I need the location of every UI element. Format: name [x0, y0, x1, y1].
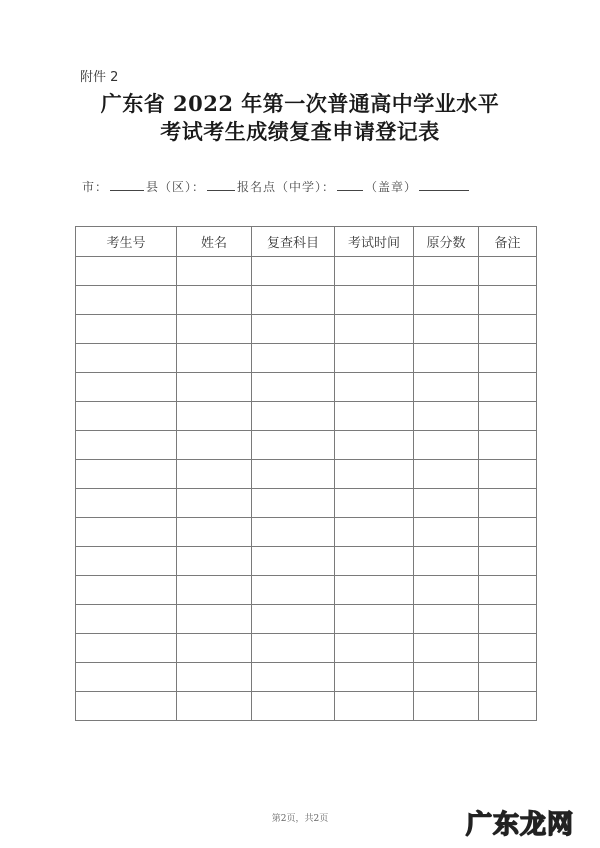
table-body: [76, 257, 537, 721]
county-label: 县（区）：: [146, 180, 206, 194]
table-cell[interactable]: [76, 605, 177, 634]
table-row: [76, 431, 537, 460]
table-cell[interactable]: [414, 344, 479, 373]
table-cell[interactable]: [177, 663, 252, 692]
table-cell[interactable]: [335, 460, 414, 489]
table-cell[interactable]: [177, 692, 252, 721]
table-cell[interactable]: [76, 663, 177, 692]
table-cell[interactable]: [252, 692, 335, 721]
table-cell[interactable]: [177, 489, 252, 518]
table-cell[interactable]: [177, 315, 252, 344]
table-row: [76, 257, 537, 286]
table-cell[interactable]: [335, 692, 414, 721]
table-cell[interactable]: [335, 518, 414, 547]
table-cell[interactable]: [252, 431, 335, 460]
table-cell[interactable]: [414, 663, 479, 692]
table-cell[interactable]: [414, 518, 479, 547]
table-cell[interactable]: [252, 373, 335, 402]
table-cell[interactable]: [479, 692, 537, 721]
registration-table: [75, 226, 537, 721]
table-cell[interactable]: [335, 286, 414, 315]
city-label: 市：: [82, 180, 109, 194]
table-cell[interactable]: [414, 286, 479, 315]
table-cell[interactable]: [335, 489, 414, 518]
table-row: [76, 663, 537, 692]
table-row: [76, 489, 537, 518]
table-cell[interactable]: [414, 576, 479, 605]
table-cell[interactable]: [252, 460, 335, 489]
table-cell[interactable]: [479, 257, 537, 286]
table-cell[interactable]: [414, 692, 479, 721]
seal-label: （盖章）: [365, 180, 418, 194]
table-cell[interactable]: [177, 460, 252, 489]
table-cell[interactable]: [479, 663, 537, 692]
table-cell[interactable]: [252, 402, 335, 431]
table-cell[interactable]: [414, 315, 479, 344]
table-cell[interactable]: [335, 634, 414, 663]
table-row: [76, 518, 537, 547]
document-title-line2: 考试考生成绩复查申请登记表: [160, 119, 440, 144]
table-cell[interactable]: [177, 576, 252, 605]
document-title-line1: 广东省 2022 年第一次普通高中学业水平: [100, 91, 500, 116]
table-row: [76, 692, 537, 721]
table-cell[interactable]: [335, 344, 414, 373]
table-cell[interactable]: [76, 489, 177, 518]
table-cell[interactable]: [76, 402, 177, 431]
registration-label: 报名点（中学）：: [237, 180, 336, 194]
table-row: [76, 605, 537, 634]
table-cell[interactable]: [252, 286, 335, 315]
table-cell[interactable]: [479, 344, 537, 373]
table-cell[interactable]: [252, 489, 335, 518]
table-cell[interactable]: [335, 373, 414, 402]
table-cell[interactable]: [479, 634, 537, 663]
table-cell[interactable]: [76, 518, 177, 547]
table-cell[interactable]: [479, 576, 537, 605]
table-cell[interactable]: [76, 431, 177, 460]
table-cell[interactable]: [479, 402, 537, 431]
county-blank[interactable]: [207, 178, 235, 191]
table-cell[interactable]: [335, 402, 414, 431]
table-cell[interactable]: [76, 373, 177, 402]
table-row: [76, 286, 537, 315]
table-cell[interactable]: [414, 634, 479, 663]
table-cell[interactable]: [414, 431, 479, 460]
watermark-logo: 广东龙网: [466, 810, 575, 840]
table-cell[interactable]: [76, 344, 177, 373]
table-row: [76, 634, 537, 663]
table-cell[interactable]: [414, 402, 479, 431]
column-header: 备注: [479, 227, 537, 257]
seal-blank[interactable]: [419, 178, 469, 191]
column-header: 复查科目: [252, 227, 335, 257]
table-cell[interactable]: [252, 605, 335, 634]
table-cell[interactable]: [335, 315, 414, 344]
form-header-fields: [82, 178, 471, 195]
column-header: 原分数: [414, 227, 479, 257]
table-cell[interactable]: [177, 605, 252, 634]
attachment-label: 附件 2: [80, 70, 119, 85]
table-row: [76, 402, 537, 431]
registration-blank[interactable]: [337, 178, 363, 191]
table-cell[interactable]: [177, 402, 252, 431]
table-header-row: [76, 227, 537, 257]
table-cell[interactable]: [479, 315, 537, 344]
table-cell[interactable]: [335, 431, 414, 460]
table-cell[interactable]: [479, 605, 537, 634]
table-cell[interactable]: [252, 344, 335, 373]
city-blank[interactable]: [110, 178, 144, 191]
table-cell[interactable]: [335, 257, 414, 286]
table-cell[interactable]: [177, 547, 252, 576]
column-header: 姓名: [177, 227, 252, 257]
table-cell[interactable]: [252, 576, 335, 605]
table-cell[interactable]: [335, 547, 414, 576]
table-cell[interactable]: [414, 257, 479, 286]
table-row: [76, 373, 537, 402]
table-cell[interactable]: [252, 257, 335, 286]
table-cell[interactable]: [335, 576, 414, 605]
table-cell[interactable]: [252, 518, 335, 547]
table-cell[interactable]: [479, 373, 537, 402]
table-cell[interactable]: [76, 547, 177, 576]
table-cell[interactable]: [76, 692, 177, 721]
table-cell[interactable]: [177, 373, 252, 402]
table-cell[interactable]: [414, 605, 479, 634]
table-row: [76, 315, 537, 344]
table-cell[interactable]: [479, 489, 537, 518]
table-cell[interactable]: [479, 460, 537, 489]
column-header: 考生号: [76, 227, 177, 257]
table-cell[interactable]: [414, 373, 479, 402]
table-cell[interactable]: [414, 460, 479, 489]
table-cell[interactable]: [177, 286, 252, 315]
table-cell[interactable]: [76, 315, 177, 344]
table-cell[interactable]: [76, 576, 177, 605]
table-cell[interactable]: [252, 634, 335, 663]
table-cell[interactable]: [76, 460, 177, 489]
table-cell[interactable]: [76, 257, 177, 286]
table-cell[interactable]: [479, 431, 537, 460]
table-cell[interactable]: [335, 605, 414, 634]
table-cell[interactable]: [252, 663, 335, 692]
table-cell[interactable]: [252, 315, 335, 344]
table-cell[interactable]: [414, 489, 479, 518]
table-cell[interactable]: [252, 547, 335, 576]
column-header: 考试时间: [335, 227, 414, 257]
table-cell[interactable]: [414, 547, 479, 576]
table-cell[interactable]: [76, 286, 177, 315]
table-cell[interactable]: [335, 663, 414, 692]
table-cell[interactable]: [76, 634, 177, 663]
table-row: [76, 576, 537, 605]
table-cell[interactable]: [479, 518, 537, 547]
table-cell[interactable]: [177, 634, 252, 663]
table-row: [76, 460, 537, 489]
table-cell[interactable]: [177, 344, 252, 373]
table-cell[interactable]: [479, 547, 537, 576]
table-row: [76, 547, 537, 576]
page-number: 第2页，共2页: [271, 814, 329, 824]
table-cell[interactable]: [479, 286, 537, 315]
table-cell[interactable]: [177, 431, 252, 460]
table-row: [76, 344, 537, 373]
table-cell[interactable]: [177, 257, 252, 286]
table-cell[interactable]: [177, 518, 252, 547]
